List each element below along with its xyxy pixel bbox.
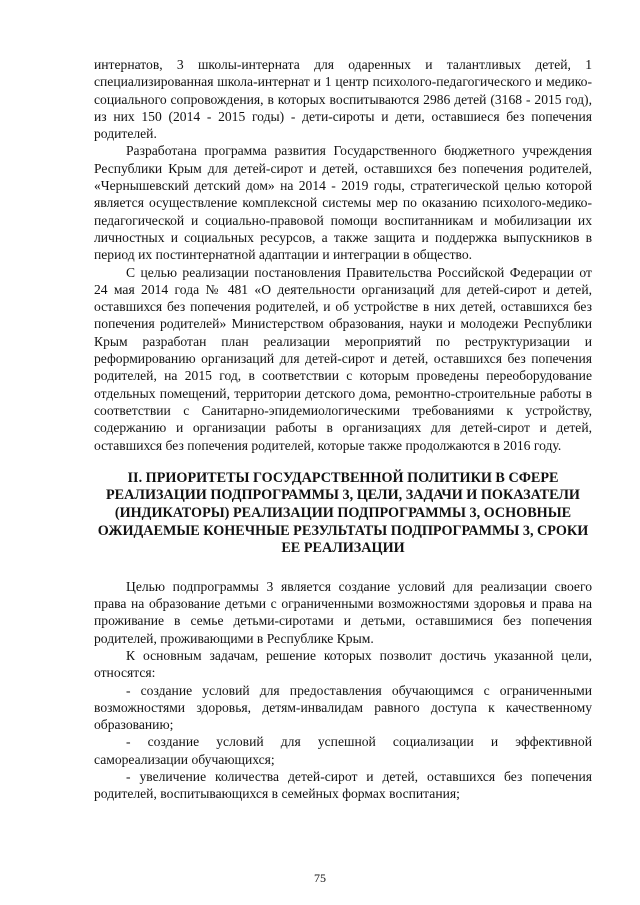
paragraph-program-development: Разработана программа развития Государственного бюджетного учреждения Республики Крым для детей-сирот и детей, оставшихся без попечения родителей, «Чернышевский детский дом» на 2014 - 2019 годы, стратегической целью которой является осуществление комплексной системы мер по оказанию психолого-медико-педагогической и социально-правовой помощи воспитанникам и мобилизации их личностных и социальных ресурсов, а также защита и поддержка выпускников в период их постинтернатной адаптации и интеграции в общество. (94, 143, 592, 263)
list-item-task-2: - создание условий для успешной социализации и эффективной самореализации обучающихся; (94, 734, 592, 767)
page-number: 75 (314, 871, 326, 885)
paragraph-continuation: интернатов, 3 школы-интерната для одаренных и талантливых детей, 1 специализированная школа-интернат и 1 центр психолого-педагогического и медико-социального сопровождения, в которых воспитываются 2986 детей (3168 - 2015 год), из них 150 (2014 - 2015 годы) - дети-сироты и дети, оставшиеся без попечения родителей. (94, 57, 592, 142)
paragraph-goal: Целью подпрограммы 3 является создание условий для реализации своего права на образование детьми с ограниченными возможностями здоровья и права на проживание в семье детьми-сиротами и детьми, оставшимися без попечения родителей, проживающими в Республике Крым. (94, 578, 592, 646)
paragraph-tasks-intro: К основным задачам, решение которых позволит достичь указанной цели, относятся: (94, 647, 592, 681)
list-item-task-3: - увеличение количества детей-сирот и детей, оставшихся без попечения родителей, воспитывающихся в семейных формах воспитания; (94, 769, 592, 802)
section-heading: II. ПРИОРИТЕТЫ ГОСУДАРСТВЕННОЙ ПОЛИТИКИ В СФЕРЕ РЕАЛИЗАЦИИ ПОДПРОГРАММЫ 3, ЦЕЛИ, ЗАДАЧИ И ПОКАЗАТЕЛИ (ИНДИКАТОРЫ) РЕАЛИЗАЦИИ ПОДПРОГРАММЫ 3, ОСНОВНЫЕ ОЖИДАЕМЫЕ КОНЕЧНЫЕ РЕЗУЛЬТАТЫ ПОДПРОГРАММЫ 3, СРОКИ ЕЕ РЕАЛИЗАЦИИ (97, 469, 589, 557)
paragraph-resolution-implementation: С целью реализации постановления Правительства Российской Федерации от 24 мая 2014 года № 481 «О деятельности организаций для детей-сирот и детей, оставшихся без попечения родителей, и об устройстве в них детей, оставшихся без попечения родителей» Министерством образования, науки и молодежи Республики Крым разработан план реализации мероприятий по реструктуризации и реформированию организаций для детей-сирот и детей, оставшихся без попечения родителей, на 2015 год, в соответствии с которым проведены переоборудование отдельных помещений, территории детского дома, ремонтно-строительные работы в соответствии с Санитарно-эпидемиологическими требованиями к устройству, содержанию и организации работы в организациях для детей-сирот и детей, оставшихся без попечения родителей, которые также продолжаются в 2016 году. (94, 264, 592, 453)
document-page (94, 56, 592, 803)
list-item-task-1: - создание условий для предоставления обучающимся с ограниченными возможностями здоровья, детям-инвалидам равного доступа к качественному образованию; (94, 682, 592, 733)
